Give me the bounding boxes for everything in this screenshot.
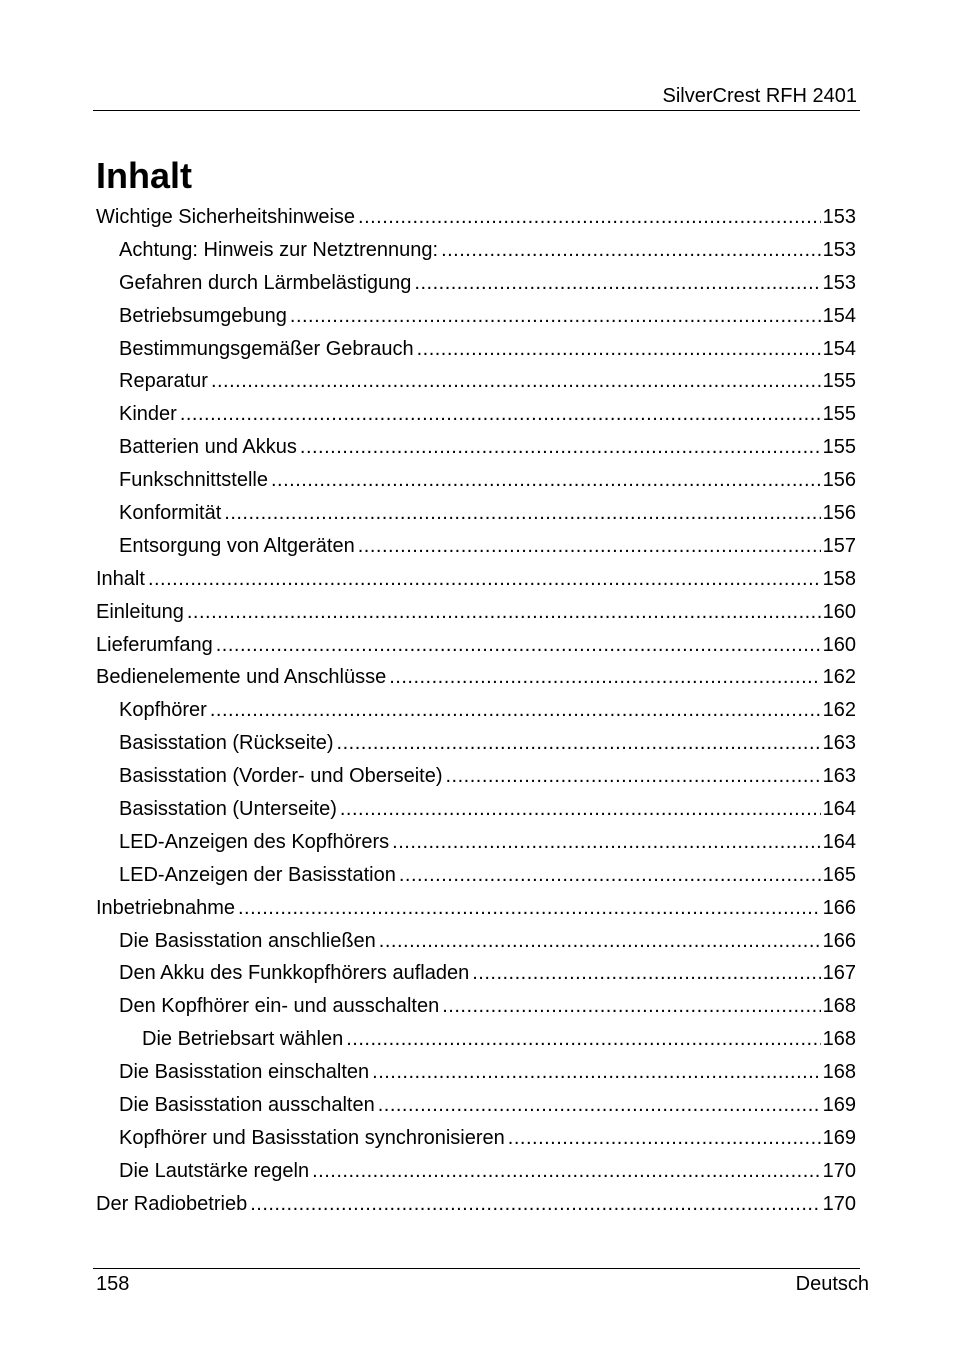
toc-entry-title: Die Basisstation anschließen — [119, 929, 376, 952]
toc-dot-leader — [180, 398, 821, 430]
toc-entry-page: 163 — [822, 732, 856, 755]
toc-entry[interactable] — [96, 431, 856, 464]
toc-entry-title: Basisstation (Vorder- und Oberseite) — [119, 765, 443, 788]
toc-entry-title: Die Lautstärke regeln — [119, 1159, 310, 1182]
toc-entry[interactable] — [96, 629, 856, 662]
toc-entry[interactable] — [96, 694, 856, 727]
toc-entry-title: Die Betriebsart wählen — [142, 1028, 344, 1051]
toc-dot-leader — [446, 760, 821, 792]
toc-dot-leader — [417, 333, 821, 365]
toc-entry-page: 169 — [822, 1094, 856, 1117]
toc-entry-title: Inhalt — [96, 567, 145, 590]
toc-entry-title: Basisstation (Rückseite) — [119, 732, 334, 755]
toc-entry-title: Die Basisstation ausschalten — [119, 1094, 375, 1117]
toc-entry-title: LED-Anzeigen des Kopfhörers — [119, 830, 390, 853]
toc-entry-title: Betriebsumgebung — [119, 304, 287, 327]
toc-entry-page: 154 — [822, 337, 856, 360]
toc-dot-leader — [472, 957, 820, 989]
toc-dot-leader — [187, 596, 821, 628]
toc-entry[interactable] — [96, 596, 856, 629]
toc-entry-page: 156 — [822, 502, 856, 525]
toc-entry-page: 155 — [822, 370, 856, 393]
footer-page-number: 158 — [96, 1273, 130, 1295]
toc-entry-title: Einleitung — [96, 600, 184, 623]
toc-entry-page: 168 — [822, 1061, 856, 1084]
toc-entry-page: 153 — [822, 238, 856, 261]
toc-entry[interactable] — [96, 661, 856, 694]
toc-dot-leader — [442, 990, 820, 1022]
toc-dot-leader — [224, 497, 820, 529]
toc-entry-page: 160 — [822, 633, 856, 656]
toc-dot-leader — [392, 826, 820, 858]
toc-dot-leader — [414, 267, 820, 299]
toc-entry-title: Achtung: Hinweis zur Netztrennung: — [119, 238, 439, 261]
toc-entry-page: 168 — [822, 995, 856, 1018]
toc-entry-page: 155 — [822, 436, 856, 459]
toc-entry[interactable] — [96, 398, 856, 431]
page-title: Inhalt — [96, 155, 192, 196]
toc-dot-leader — [379, 925, 821, 957]
toc-entry-title: Bedienelemente und Anschlüsse — [96, 666, 387, 689]
toc-entry-page: 163 — [822, 765, 856, 788]
toc-dot-leader — [389, 661, 820, 693]
toc-dot-leader — [148, 563, 821, 595]
toc-entry[interactable] — [96, 859, 856, 892]
toc-entry-title: Kinder — [119, 403, 177, 426]
toc-entry-page: 153 — [822, 271, 856, 294]
toc-dot-leader — [337, 727, 821, 759]
toc-entry-page: 170 — [822, 1159, 856, 1182]
toc-entry[interactable] — [96, 892, 856, 925]
toc-dot-leader — [358, 201, 821, 233]
toc-entry-title: Reparatur — [119, 370, 208, 393]
toc-entry[interactable] — [96, 727, 856, 760]
toc-entry-page: 157 — [822, 534, 856, 557]
toc-entry[interactable] — [96, 1155, 856, 1188]
toc-dot-leader — [378, 1089, 821, 1121]
toc-entry-title: Funkschnittstelle — [119, 469, 268, 492]
toc-entry-page: 153 — [822, 206, 856, 228]
toc-entry[interactable] — [96, 563, 856, 596]
toc-dot-leader — [508, 1122, 821, 1154]
toc-dot-leader — [210, 694, 821, 726]
toc-entry-page: 169 — [822, 1126, 856, 1149]
toc-dot-leader — [238, 892, 821, 924]
toc-entry[interactable] — [96, 1089, 856, 1122]
header-divider — [93, 110, 860, 111]
toc-entry-title: Entsorgung von Altgeräten — [119, 534, 355, 557]
toc-entry-title: Gefahren durch Lärmbelästigung — [119, 271, 412, 294]
toc-entry[interactable] — [96, 925, 856, 958]
toc-entry-title: Wichtige Sicherheitshinweise — [96, 206, 356, 228]
toc-entry-page: 154 — [822, 304, 856, 327]
toc-dot-leader — [346, 1023, 820, 1055]
toc-entry[interactable] — [96, 234, 856, 267]
toc-dot-leader — [250, 1188, 820, 1220]
toc-entry[interactable] — [96, 760, 856, 793]
toc-entry-page: 166 — [822, 896, 856, 919]
toc-entry-page: 170 — [822, 1192, 856, 1215]
toc-entry-page: 164 — [822, 830, 856, 853]
toc-entry-page: 160 — [822, 600, 856, 623]
toc-entry-page: 158 — [822, 567, 856, 590]
toc-entry-page: 168 — [822, 1028, 856, 1051]
toc-dot-leader — [340, 793, 821, 825]
toc-dot-leader — [211, 365, 821, 397]
toc-entry-title: Kopfhörer — [119, 699, 207, 722]
running-header: SilverCrest RFH 2401 — [662, 85, 857, 107]
toc-entry-title: Den Kopfhörer ein- und ausschalten — [119, 995, 440, 1018]
toc-entry[interactable] — [96, 464, 856, 497]
toc-entry[interactable] — [96, 990, 856, 1023]
toc-entry-page: 164 — [822, 798, 856, 821]
toc-entry[interactable] — [96, 530, 856, 563]
toc-entry-title: Der Radiobetrieb — [96, 1192, 248, 1215]
toc-entry[interactable] — [96, 267, 856, 300]
toc-entry-page: 162 — [822, 699, 856, 722]
toc-dot-leader — [441, 234, 821, 266]
toc-entry[interactable] — [96, 826, 856, 859]
toc-entry[interactable] — [96, 497, 856, 530]
toc-entry-title: Den Akku des Funkkopfhörers aufladen — [119, 962, 470, 985]
toc-dot-leader — [372, 1056, 820, 1088]
footer-language: Deutsch — [795, 1273, 869, 1295]
toc-entry-page: 167 — [822, 962, 856, 985]
toc-entry[interactable] — [96, 1056, 856, 1089]
toc-entry-title: Inbetriebnahme — [96, 896, 235, 919]
toc-entry-page: 156 — [822, 469, 856, 492]
toc-entry-page: 165 — [822, 863, 856, 886]
toc-entry-title: Basisstation (Unterseite) — [119, 798, 337, 821]
toc-dot-leader — [216, 629, 821, 661]
footer-divider — [93, 1268, 860, 1269]
toc-entry-title: Batterien und Akkus — [119, 436, 297, 459]
toc-entry[interactable] — [96, 300, 856, 333]
toc-entry-title: Kopfhörer und Basisstation synchronisieren — [119, 1126, 505, 1149]
toc-entry[interactable] — [96, 1122, 856, 1155]
toc-entry-page: 155 — [822, 403, 856, 426]
toc-entry-page: 162 — [822, 666, 856, 689]
toc-entry-title: Die Basisstation einschalten — [119, 1061, 370, 1084]
toc-dot-leader — [399, 859, 821, 891]
toc-entry-title: Konformität — [119, 502, 222, 525]
toc-dot-leader — [290, 300, 821, 332]
toc-entry[interactable] — [96, 333, 856, 366]
toc-dot-leader — [358, 530, 821, 562]
toc-dot-leader — [312, 1155, 821, 1187]
toc-entry[interactable] — [96, 957, 856, 990]
toc-dot-leader — [300, 431, 821, 463]
toc-entry-title: Lieferumfang — [96, 633, 213, 656]
toc-entry-title: Bestimmungsgemäßer Gebrauch — [119, 337, 414, 360]
toc-dot-leader — [271, 464, 821, 496]
toc-entry[interactable] — [96, 1023, 856, 1056]
toc-entry-page: 166 — [822, 929, 856, 952]
toc-entry[interactable] — [96, 1188, 856, 1221]
toc-entry-title: LED-Anzeigen der Basisstation — [119, 863, 396, 886]
toc-entry[interactable] — [96, 201, 856, 234]
toc-entry[interactable] — [96, 365, 856, 398]
toc-entry[interactable] — [96, 793, 856, 826]
table-of-contents — [96, 201, 856, 1221]
